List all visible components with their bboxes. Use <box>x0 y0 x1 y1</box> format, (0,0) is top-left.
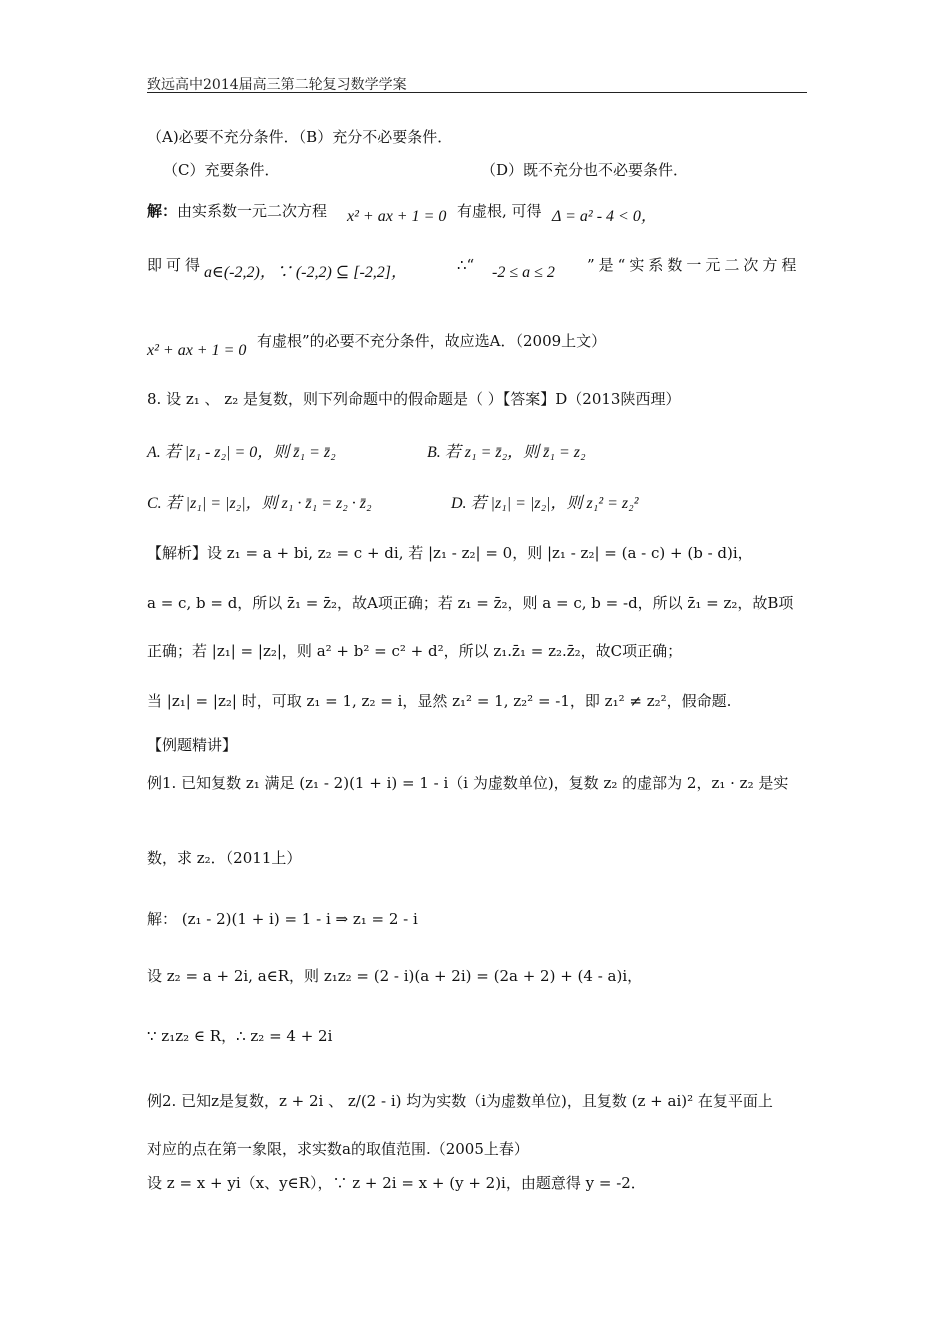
option-d: （D）既不充分也不必要条件． <box>481 161 689 179</box>
analysis-line-4: 当 |z₁| = |z₂| 时，可取 z₁ = 1, z₂ = i，显然 z₁² = 1, z₂² = -1，即 z₁² ≠ z₂²，假命题. <box>147 692 732 710</box>
example-1-solution-3: ∵ z₁z₂ ∈ R，∴ z₂ = 4 + 2i <box>147 1027 333 1045</box>
solution-line-1 <box>147 200 807 225</box>
option-c: （C）充要条件． <box>163 161 280 179</box>
choice-a: A. 若 |z₁ - z₂| = 0，则 z̄₁ = z̄₂ <box>147 444 336 461</box>
text: 由实系数一元二次方程 <box>177 202 328 220</box>
equation: x² + ax + 1 = 0 <box>147 342 247 359</box>
text: 即可得 <box>147 256 205 274</box>
section-heading: 【例题精讲】 <box>147 736 238 754</box>
example-1-line-2: 数，求 z₂．（2011上） <box>147 849 302 867</box>
text: ∴“ <box>457 256 475 274</box>
example-1-line-1: 例1. 已知复数 z₁ 满足 (z₁ - 2)(1 + i) = 1 - i（i 为虚数单位)，复数 z₂ 的虚部为 2，z₁ · z₂ 是实 <box>147 774 789 792</box>
equation: Δ = a² - 4 < 0， <box>552 208 657 225</box>
choice-c: C. 若 |z₁| = |z₂|，则 z₁ · z̄₁ = z₂ · z̄₂ <box>147 495 372 512</box>
page-header: 致远高中2014届高三第二轮复习数学学案 <box>147 77 407 93</box>
equation: -2 ≤ a ≤ 2 <box>492 264 555 281</box>
solution-line-2 <box>147 254 807 281</box>
analysis-line-2: a = c, b = d，所以 z̄₁ = z̄₂，故A项正确；若 z₁ = z̄₂，则 a = c, b = -d，所以 z̄₁ = z₂，故B项 <box>147 594 794 612</box>
example-1-solution-2: 设 z₂ = a + 2i, a∈R，则 z₁z₂ = (2 - i)(a + 2i) = (2a + 2) + (4 - a)i， <box>147 967 643 985</box>
example-2-line-2: 对应的点在第一象限，求实数a的取值范围.（2005上春） <box>147 1140 529 1158</box>
problem-8: 8. 设 z₁ 、 z₂ 是复数，则下列命题中的假命题是（ ）【答案】D（2013陕西理） <box>147 390 681 408</box>
header-rule <box>147 92 807 93</box>
example-2-solution: 设 z = x + yi（x、y∈R），∵ z + 2i = x + (y + 2)i，由题意得 y = -2． <box>147 1174 646 1192</box>
solution-label: 解： <box>147 202 178 220</box>
example-2-line-1: 例2. 已知z是复数，z + 2i 、 z/(2 - i) 均为实数（i为虚数单位)，且复数 (z + ai)² 在复平面上 <box>147 1092 773 1110</box>
text: 有虚根, 可得 <box>457 202 542 220</box>
options-ab: （A)必要不充分条件．（B）充分不必要条件． <box>147 128 453 146</box>
example-1-solution-1: 解： (z₁ - 2)(1 + i) = 1 - i ⇒ z₁ = 2 - i <box>147 910 418 928</box>
analysis-line-1: 【解析】设 z₁ = a + bi, z₂ = c + di, 若 |z₁ - z₂| = 0，则 |z₁ - z₂| = (a - c) + (b - d)i， <box>147 544 753 562</box>
choice-d: D. 若 |z₁| = |z₂|，则 z₁² = z₂² <box>451 495 639 512</box>
text: ”是“实系数一元二次方程 <box>587 256 801 274</box>
analysis-line-3: 正确；若 |z₁| = |z₂|，则 a² + b² = c² + d²，所以 z₁.z̄₁ = z₂.z̄₂，故C项正确； <box>147 642 683 660</box>
equation: a∈(-2,2)，∵ (-2,2) ⊆ [-2,2]， <box>204 264 408 281</box>
text: 有虚根”的必要不充分条件，故应选A．（2009上文） <box>257 332 607 350</box>
choice-b: B. 若 z₁ = z̄₂，则 z̄₁ = z₂ <box>427 444 586 461</box>
equation: x² + ax + 1 = 0 <box>347 208 447 225</box>
